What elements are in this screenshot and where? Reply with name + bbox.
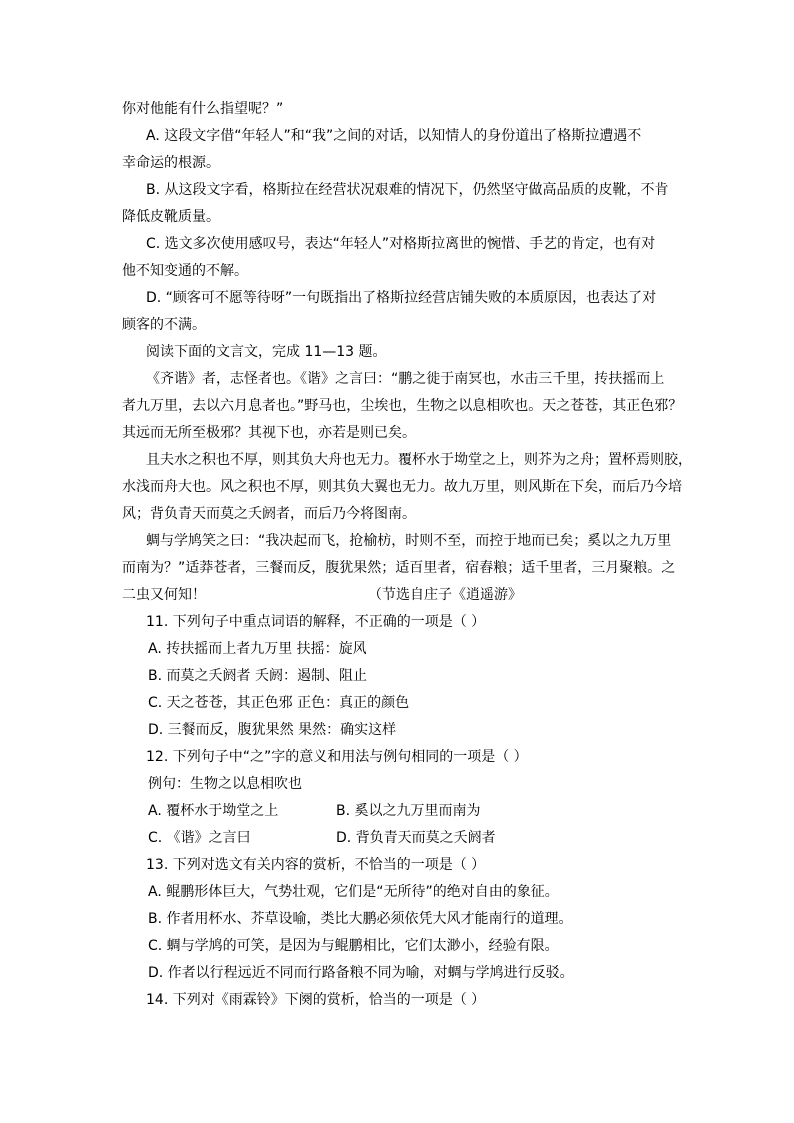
- q14-stem: 14. 下列对《雨霖铃》下阕的赏析，恰当的一项是（ ）: [146, 992, 486, 1008]
- option-a-line1: A. 这段文字借“年轻人”和“我”之间的对话，以知情人的身份道出了格斯拉遭遇不: [146, 128, 642, 144]
- passage-tail: 你对他能有什么指望呢？”: [122, 101, 284, 117]
- classical-p2-line3: 风；背负青天而莫之夭阏者，而后乃今将图南。: [122, 506, 416, 522]
- q12-example: 例句：生物之以息相吹也: [148, 776, 302, 792]
- option-c-line1: C. 选文多次使用感叹号，表达“年轻人”对格斯拉离世的惋惜、手艺的肯定，也有对: [146, 236, 656, 252]
- q11-option-d: D. 三餐而反，腹犹果然 果然：确实这样: [148, 722, 397, 738]
- q11-option-c: C. 天之苍苍，其正色邪 正色：真正的颜色: [148, 695, 410, 711]
- classical-p2-line2: 水浅而舟大也。风之积也不厚，则其负大翼也无力。故九万里，则风斯在下矣，而后乃今培: [122, 479, 682, 495]
- classical-p1-line1: 《齐谐》者，志怪者也。《谐》之言曰：“鹏之徙于南冥也，水击三千里，抟扶摇而上: [146, 371, 665, 387]
- option-b-line1: B. 从这段文字看，格斯拉在经营状况艰难的情况下，仍然坚守做高品质的皮靴，不肯: [146, 182, 669, 198]
- q13-option-c: C. 蜩与学鸠的可笑，是因为与鲲鹏相比，它们太渺小，经验有限。: [148, 938, 559, 954]
- option-c-line2: 他不知变通的不解。: [122, 263, 248, 279]
- option-d-line2: 顾客的不满。: [122, 317, 206, 333]
- q12-option-a: A. 覆杯水于坳堂之上: [148, 803, 279, 819]
- q11-option-a: A. 抟扶摇而上者九万里 扶摇：旋风: [148, 641, 367, 657]
- option-a-line2: 幸命运的根源。: [122, 155, 220, 171]
- source-citation: （节选自庄子《逍遥游》: [368, 587, 522, 603]
- classical-p3-line3: 二虫又何知！: [122, 587, 206, 603]
- q11-option-b: B. 而莫之夭阏者 夭阏：遏制、阻止: [148, 668, 367, 684]
- classical-p3-line2: 而南为？”适莽苍者，三餐而反，腹犹果然；适百里者，宿舂粮；适千里者，三月聚粮。之: [122, 560, 676, 576]
- q13-option-a: A. 鲲鹏形体巨大，气势壮观，它们是“无所待”的绝对自由的象征。: [148, 884, 559, 900]
- q11-stem: 11. 下列句子中重点词语的解释，不正确的一项是（ ）: [146, 614, 486, 630]
- classical-p1-line3: 其远而无所至极邪？其视下也，亦若是则已矣。: [122, 425, 416, 441]
- q13-stem: 13. 下列对选文有关内容的赏析，不恰当的一项是（ ）: [146, 857, 486, 873]
- classical-intro: 阅读下面的文言文，完成 11—13 题。: [146, 344, 387, 360]
- q12-stem: 12. 下列句子中“之”字的意义和用法与例句相同的一项是（ ）: [146, 749, 528, 765]
- option-b-line2: 降低皮靴质量。: [122, 209, 220, 225]
- option-d-line1: D. “顾客可不愿等待呀”一句既指出了格斯拉经营店铺失败的本质原因，也表达了对: [146, 290, 657, 306]
- classical-p2-line1: 且夫水之积也不厚，则其负大舟也无力。覆杯水于坳堂之上，则芥为之舟；置杯焉则胶，: [146, 452, 692, 468]
- q13-option-b: B. 作者用杯水、芥草设喻，类比大鹏必须依凭大风才能南行的道理。: [148, 911, 573, 927]
- q12-option-b: B. 奚以之九万里而南为: [336, 803, 481, 819]
- classical-p3-line1: 蜩与学鸠笑之曰：“我决起而飞，抢榆枋，时则不至，而控于地而已矣；奚以之九万里: [146, 533, 672, 549]
- q13-option-d: D. 作者以行程远近不同而行路备粮不同为喻，对蜩与学鸠进行反驳。: [148, 965, 574, 981]
- q12-option-c: C. 《谐》之言曰: [148, 830, 251, 846]
- q12-option-d: D. 背负青天而莫之夭阏者: [336, 830, 496, 846]
- classical-p1-line2: 者九万里，去以六月息者也。”野马也，尘埃也，生物之以息相吹也。天之苍苍，其正色邪？: [122, 398, 683, 414]
